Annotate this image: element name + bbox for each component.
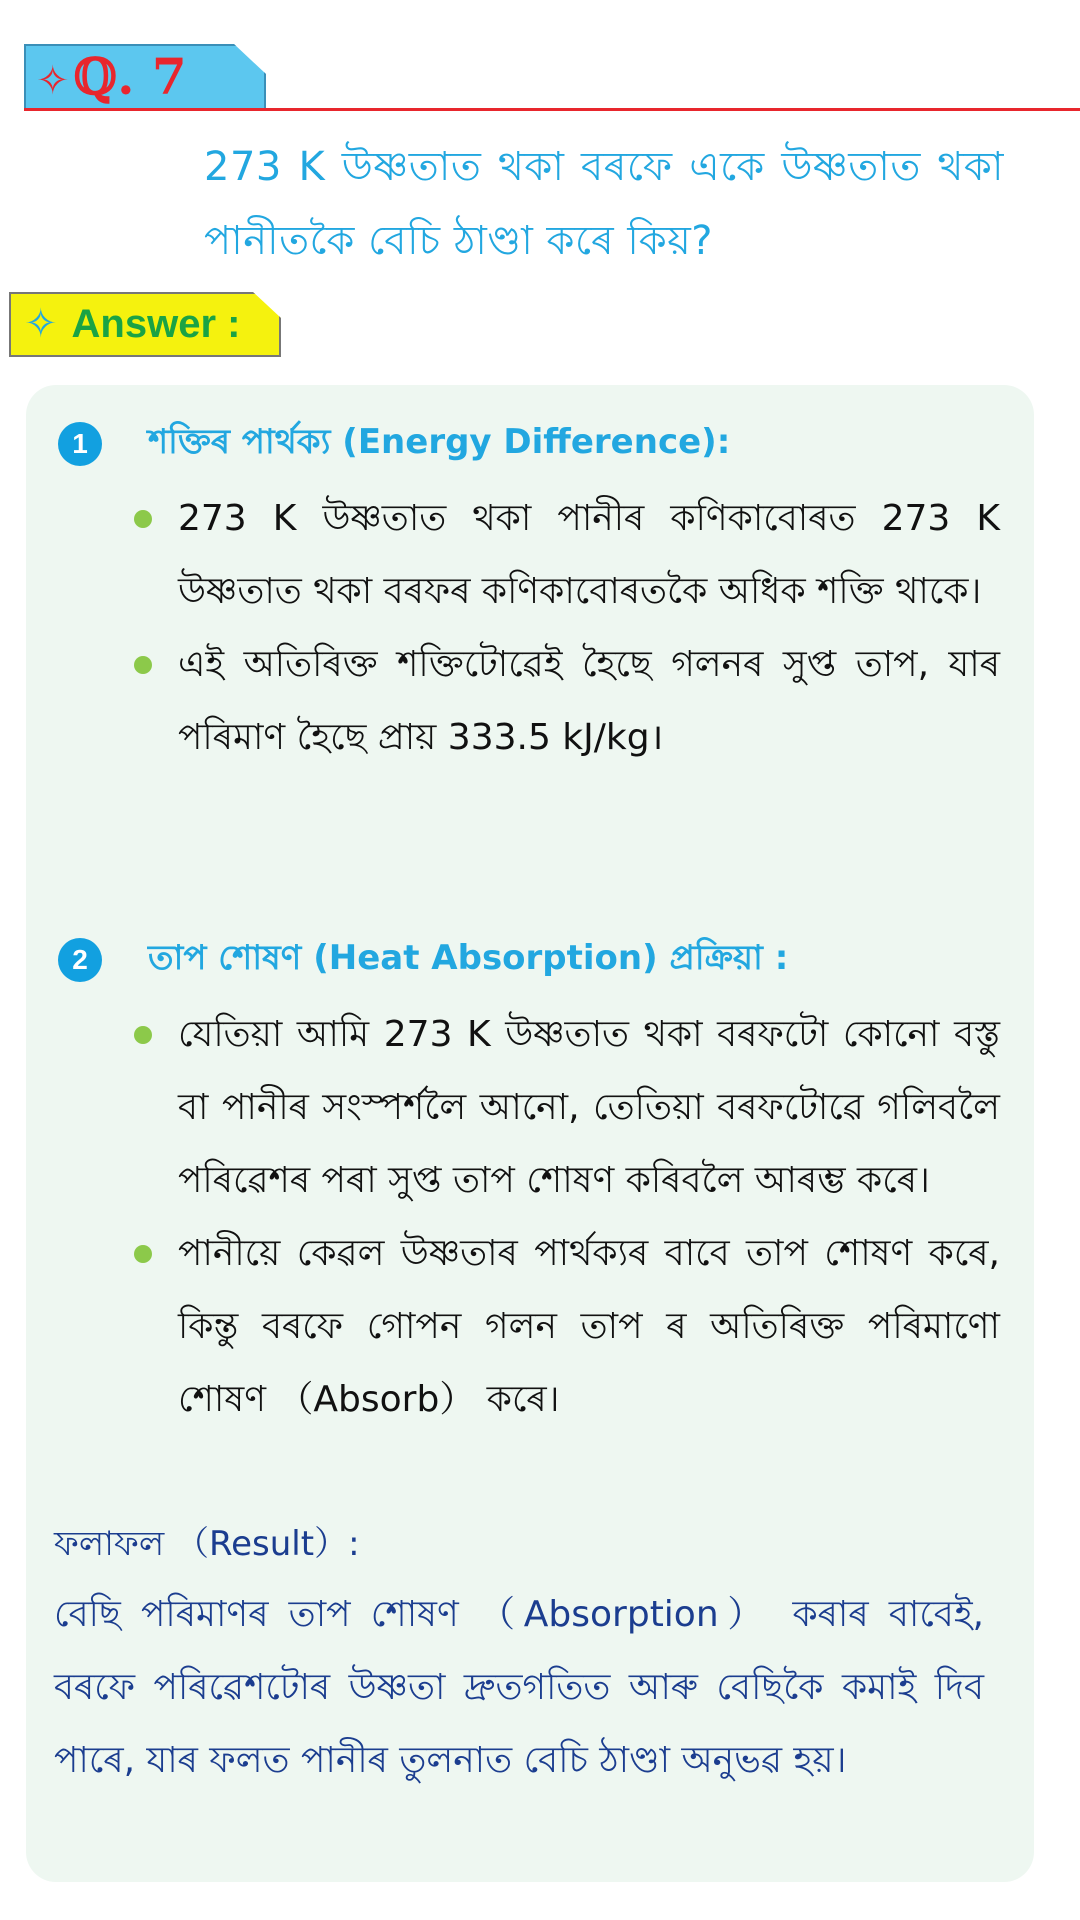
list-item xyxy=(130,628,1000,774)
bullet-text: 273 K উষ্ণতাত থকা পানীৰ কণিকাবোৰত 273 K উষ্ণতাত থকা বৰফৰ কণিকাবোৰতকৈ অধিক শক্তি থাকে। xyxy=(178,498,1000,612)
result-text: বেছি পৰিমাণৰ তাপ শোষণ （Absorption） কৰাৰ বাবেই, বৰফে পৰিৱেশটোৰ উষ্ণতা দ্ৰুতগতিত আৰু বেছিকৈ কমাই দিব পাৰে, যাৰ ফলত পানীৰ তুলনাত বেচি ঠাণ্ডা অনুভৱ হয়। xyxy=(54,1594,984,1781)
section-1-heading xyxy=(58,420,730,468)
question-number xyxy=(36,46,187,108)
question-divider xyxy=(24,108,1080,111)
bullet-icon xyxy=(134,510,152,528)
bullet-text: যেতিয়া আমি 273 K উষ্ণতাত থকা বৰফটো কোনো বস্তু বা পানীৰ সংস্পৰ্শলৈ আনো, তেতিয়া বৰফটোৱে গলিবলৈ পৰিৱেশৰ পৰা সুপ্ত তাপ শোষণ কৰিবলৈ আৰম্ভ কৰে। xyxy=(178,1014,1000,1201)
sparkle-icon: ✧ xyxy=(36,58,70,104)
answer-label: Answer : xyxy=(71,302,241,346)
number-2-icon: 2 xyxy=(58,938,102,982)
section-2-heading xyxy=(58,936,788,984)
bullet-text: এই অতিৰিক্ত শক্তিটোৱেই হৈছে গলনৰ সুপ্ত তাপ, যাৰ পৰিমাণ হৈছে প্ৰায় 333.5 kJ/kg। xyxy=(178,644,1000,758)
bullet-text: পানীয়ে কেৱল উষ্ণতাৰ পাৰ্থক্যৰ বাবে তাপ শোষণ কৰে, কিন্তু বৰফে গোপন গলন তাপ ৰ অতিৰিক্ত পৰিমাণো শোষণ （Absorb） কৰে। xyxy=(178,1233,1000,1420)
result-label: ফলাফল （Result）: xyxy=(54,1524,360,1564)
section-2-list xyxy=(130,998,1000,1436)
section-2-title: তাপ শোষণ (Heat Absorption) প্ৰক্ৰিয়া : xyxy=(148,937,789,978)
list-item xyxy=(130,998,1000,1217)
number-1-icon: 1 xyxy=(58,422,102,466)
question-label: ℚ. 7 xyxy=(73,47,187,106)
list-item xyxy=(130,482,1000,628)
question-text: 273 K উষ্ণতাত থকা বৰফে একে উষ্ণতাত থকা পানীতকৈ বেচি ঠাণ্ডা কৰে কিয়? xyxy=(204,144,1004,264)
sparkle-icon: ✧ xyxy=(24,302,58,346)
section-1-list xyxy=(130,482,1000,774)
section-1-title: শক্তিৰ পাৰ্থক্য (Energy Difference): xyxy=(148,421,731,462)
bullet-icon xyxy=(134,1245,152,1263)
list-item xyxy=(130,1217,1000,1436)
bullet-icon xyxy=(134,1026,152,1044)
bullet-icon xyxy=(134,656,152,674)
answer-heading xyxy=(24,292,240,357)
